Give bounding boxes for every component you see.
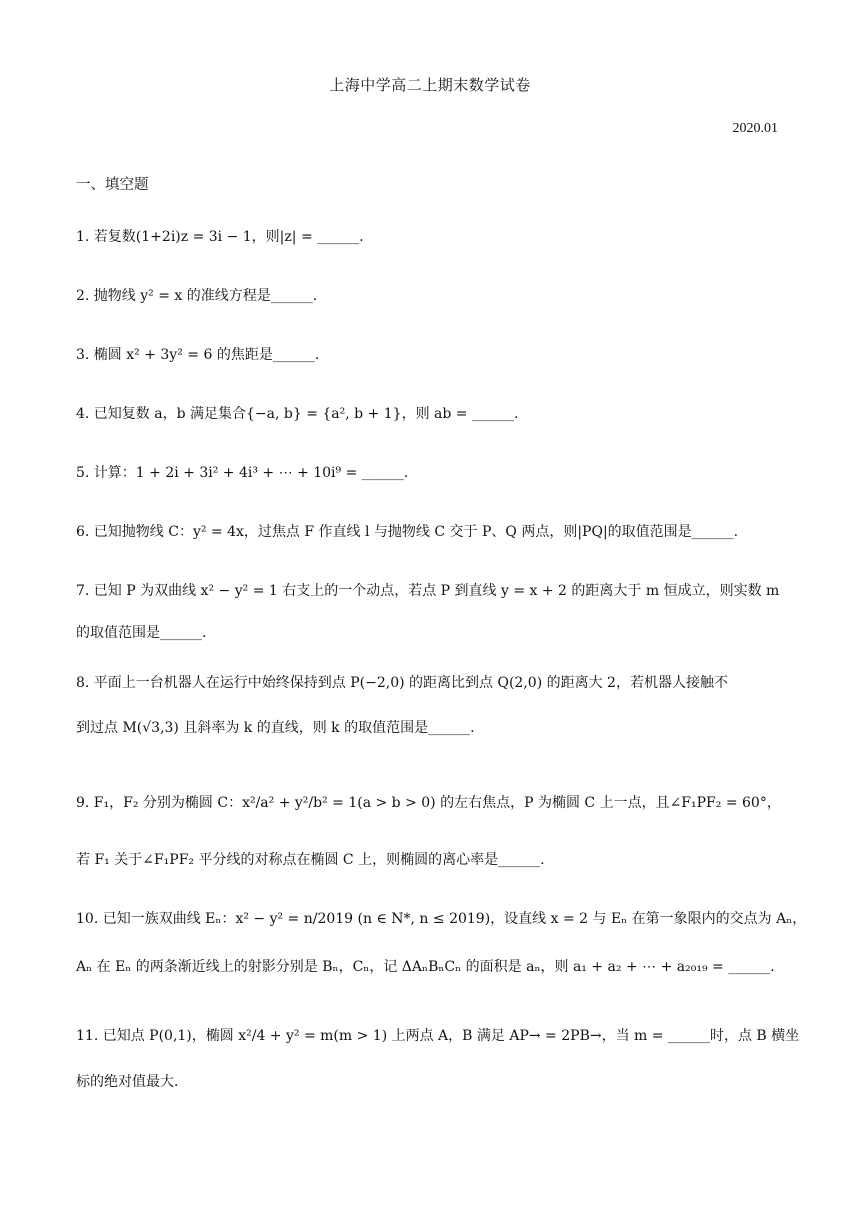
question-9-line-1 [76,792,786,812]
question-line: 10. 已知一族双曲线 Eₙ：x² − y² = n/2019 (n ∈ N*, n ≤ 2019)，设直线 x = 2 与 Eₙ 在第一象限内的交点为 Aₙ， [76,911,807,927]
question-line: 到过点 M(√3,3) 且斜率为 k 的直线，则 k 的取值范围是______. [76,720,475,736]
question-6 [76,521,786,541]
question-line: 9. F₁，F₂ 分别为椭圆 C：x²/a² + y²/b² = 1(a > b > 0) 的左右焦点，P 为椭圆 C 上一点，且∠F₁PF₂ = 60°， [76,795,781,811]
question-line: 2. 抛物线 y² = x 的准线方程是______. [76,288,318,304]
question-1 [76,226,786,246]
question-line: 7. 已知 P 为双曲线 x² − y² = 1 右支上的一个动点，若点 P 到直线 y = x + 2 的距离大于 m 恒成立，则实数 m [76,583,780,599]
question-line: 11. 已知点 P(0,1)，椭圆 x²/4 + y² = m(m > 1) 上两点 A，B 满足 AP→ = 2PB→，当 m = ______时，点 B 横坐 [76,1028,800,1044]
question-line: 8. 平面上一台机器人在运行中始终保持到点 P(−2,0) 的距离比到点 Q(2,0) 的距离大 2，若机器人接触不 [76,675,728,691]
question-line: 6. 已知抛物线 C：y² = 4x，过焦点 F 作直线 l 与抛物线 C 交于 P、Q 两点，则|PQ|的取值范围是______. [76,524,739,540]
question-line: 若 F₁ 关于∠F₁PF₂ 平分线的对称点在椭圆 C 上，则椭圆的离心率是______. [76,852,545,868]
question-7-line-1 [76,580,786,600]
question-7-line-2 [76,622,786,642]
question-9-line-2 [76,849,786,869]
section-heading: 一、填空题 [76,177,149,193]
question-line: 标的绝对值最大. [76,1074,179,1090]
question-line: 4. 已知复数 a，b 满足集合{−a, b} = {a², b + 1}，则 ab = ______. [76,406,519,422]
question-2 [76,285,786,305]
question-line: 3. 椭圆 x² + 3y² = 6 的焦距是______. [76,347,320,363]
page-title: 上海中学高二上期末数学试卷 [329,76,531,94]
question-10-line-1 [76,908,807,928]
question-8-line-1 [76,672,786,692]
question-8-line-2 [76,717,786,737]
question-line: 的取值范围是______. [76,625,207,641]
question-3 [76,344,786,364]
exam-date: 2020.01 [732,121,778,136]
question-10-line-2 [76,956,786,976]
question-line: 5. 计算：1 + 2i + 3i² + 4i³ + ⋯ + 10i⁹ = ______. [76,465,409,481]
question-4 [76,403,786,423]
question-11-line-1 [76,1025,800,1045]
question-5 [76,462,786,482]
question-11-line-2 [76,1071,786,1091]
question-line: Aₙ 在 Eₙ 的两条渐近线上的射影分别是 Bₙ，Cₙ，记 ΔAₙBₙCₙ 的面积是 aₙ，则 a₁ + a₂ + ⋯ + a₂₀₁₉ = ______. [76,959,775,975]
question-line: 1. 若复数(1+2i)z = 3i − 1，则|z| = ______. [76,229,364,245]
